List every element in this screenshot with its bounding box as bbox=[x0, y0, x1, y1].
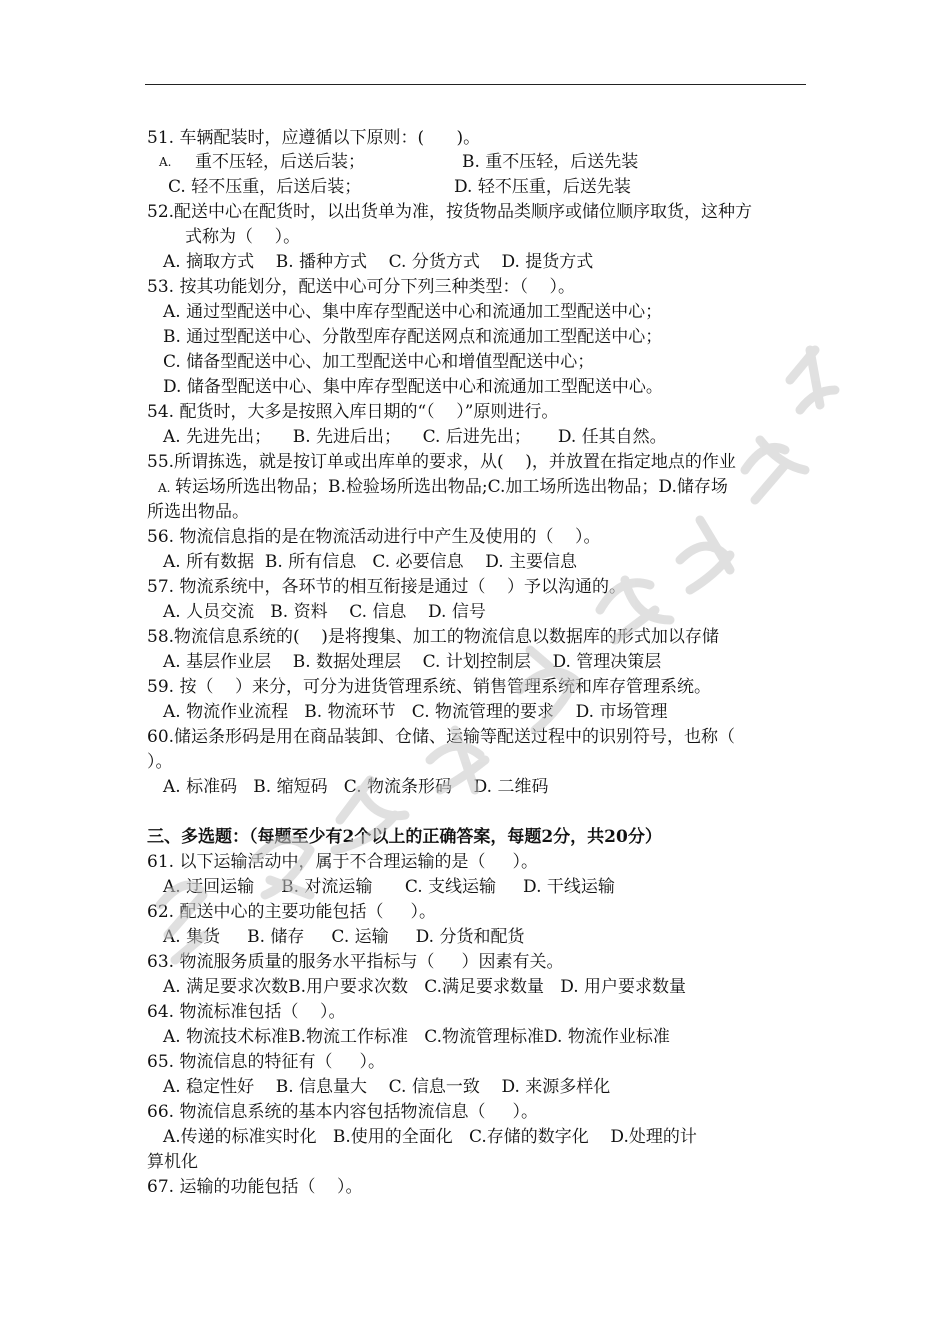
q58-options: A. 基层作业层 B. 数据处理层 C. 计划控制层 D. 管理决策层 bbox=[163, 652, 662, 672]
q61-options: A. 迂回运输 B. 对流运输 C. 支线运输 D. 干线运输 bbox=[163, 877, 615, 897]
q56-options: A. 所有数据 B. 所有信息 C. 必要信息 D. 主要信息 bbox=[163, 552, 578, 572]
q60-options: A. 标准码 B. 缩短码 C. 物流条形码 D. 二维码 bbox=[163, 777, 549, 797]
q62-stem: 62. 配送中心的主要功能包括（ ）。 bbox=[147, 902, 436, 922]
q67-stem: 67. 运输的功能包括（ ）。 bbox=[147, 1177, 363, 1197]
q51-option-b: B. 重不压轻，后送先装 bbox=[462, 152, 639, 172]
q52-stem-cont: 式称为（ ）。 bbox=[185, 227, 301, 247]
section-heading: 三、多选题：（每题至少有2个以上的正确答案，每题2分，共20分） bbox=[147, 827, 662, 847]
q55-option-a-label: A. bbox=[158, 481, 171, 495]
q52-stem: 52.配送中心在配货时，以出货单为准，按货物品类顺序或储位顺序取货，这种方 bbox=[147, 202, 753, 222]
q55-stem: 55.所谓拣选，就是按订单或出库单的要求，从( )，并放置在指定地点的作业 bbox=[147, 452, 736, 472]
q53-option-c: C. 储备型配送中心、加工型配送中心和增值型配送中心； bbox=[163, 352, 595, 372]
q59-stem: 59. 按（ ）来分，可分为进货管理系统、销售管理系统和库存管理系统。 bbox=[147, 677, 712, 697]
header-rule bbox=[145, 84, 806, 85]
q53-option-d: D. 储备型配送中心、集中库存型配送中心和流通加工型配送中心。 bbox=[163, 377, 663, 397]
q58-stem: 58.物流信息系统的( )是将搜集、加工的物流信息以数据库的形式加以存储 bbox=[147, 627, 719, 647]
q65-stem: 65. 物流信息的特征有（ ）。 bbox=[147, 1052, 385, 1072]
q51-stem: 51. 车辆配装时，应遵循以下原则：( )。 bbox=[147, 128, 481, 148]
q54-stem: 54. 配货时，大多是按照入库日期的“（ ）”原则进行。 bbox=[147, 402, 559, 422]
q63-options: A. 满足要求次数B.用户要求次数 C.满足要求数量 D. 用户要求数量 bbox=[163, 977, 687, 997]
q51-option-a-label: A. bbox=[159, 155, 172, 169]
q59-options: A. 物流作业流程 B. 物流环节 C. 物流管理的要求 D. 市场管理 bbox=[163, 702, 668, 722]
q66-options-cont: 算机化 bbox=[147, 1152, 198, 1172]
q61-stem: 61. 以下运输活动中，属于不合理运输的是（ ）。 bbox=[147, 852, 538, 872]
q53-option-b: B. 通过型配送中心、分散型库存配送网点和流通加工型配送中心； bbox=[163, 327, 663, 347]
q64-options: A. 物流技术标准B.物流工作标准 C.物流管理标准D. 物流作业标准 bbox=[163, 1027, 670, 1047]
q51-option-a: 重不压轻，后送后装； bbox=[195, 152, 365, 172]
q66-stem: 66. 物流信息系统的基本内容包括物流信息（ ）。 bbox=[147, 1102, 538, 1122]
q55-options-cont: 所选出物品。 bbox=[147, 502, 249, 522]
q55-options: 转运场所选出物品；B.检验场所选出物品;C.加工场所选出物品；D.储存场 bbox=[175, 477, 728, 497]
q65-options: A. 稳定性好 B. 信息量大 C. 信息一致 D. 来源多样化 bbox=[163, 1077, 611, 1097]
q60-stem: 60.储运条形码是用在商品装卸、仓储、运输等配送过程中的识别符号，也称（ bbox=[147, 727, 736, 747]
q57-options: A. 人员交流 B. 资料 C. 信息 D. 信号 bbox=[163, 602, 486, 622]
q51-option-c: C. 轻不压重，后送后装； bbox=[168, 177, 362, 197]
q51-option-d: D. 轻不压重，后送先装 bbox=[454, 177, 631, 197]
q57-stem: 57. 物流系统中，各环节的相互衔接是通过（ ）予以沟通的。 bbox=[147, 577, 627, 597]
q52-options: A. 摘取方式 B. 播种方式 C. 分货方式 D. 提货方式 bbox=[163, 252, 594, 272]
q64-stem: 64. 物流标准包括（ ）。 bbox=[147, 1002, 346, 1022]
q53-option-a: A. 通过型配送中心、集中库存型配送中心和流通加工型配送中心； bbox=[163, 302, 663, 322]
q62-options: A. 集货 B. 储存 C. 运输 D. 分货和配货 bbox=[163, 927, 525, 947]
q66-options: A.传递的标准实时化 B.使用的全面化 C.存储的数字化 D.处理的计 bbox=[163, 1127, 697, 1147]
q53-stem: 53. 按其功能划分，配送中心可分下列三种类型：（ ）。 bbox=[147, 277, 576, 297]
q54-options: A. 先进先出； B. 先进后出； C. 后进先出； D. 任其自然。 bbox=[163, 427, 667, 447]
q63-stem: 63. 物流服务质量的服务水平指标与（ ）因素有关。 bbox=[147, 952, 564, 972]
q60-stem-cont: ）。 bbox=[147, 752, 173, 772]
q56-stem: 56. 物流信息指的是在物流活动进行中产生及使用的（ ）。 bbox=[147, 527, 601, 547]
